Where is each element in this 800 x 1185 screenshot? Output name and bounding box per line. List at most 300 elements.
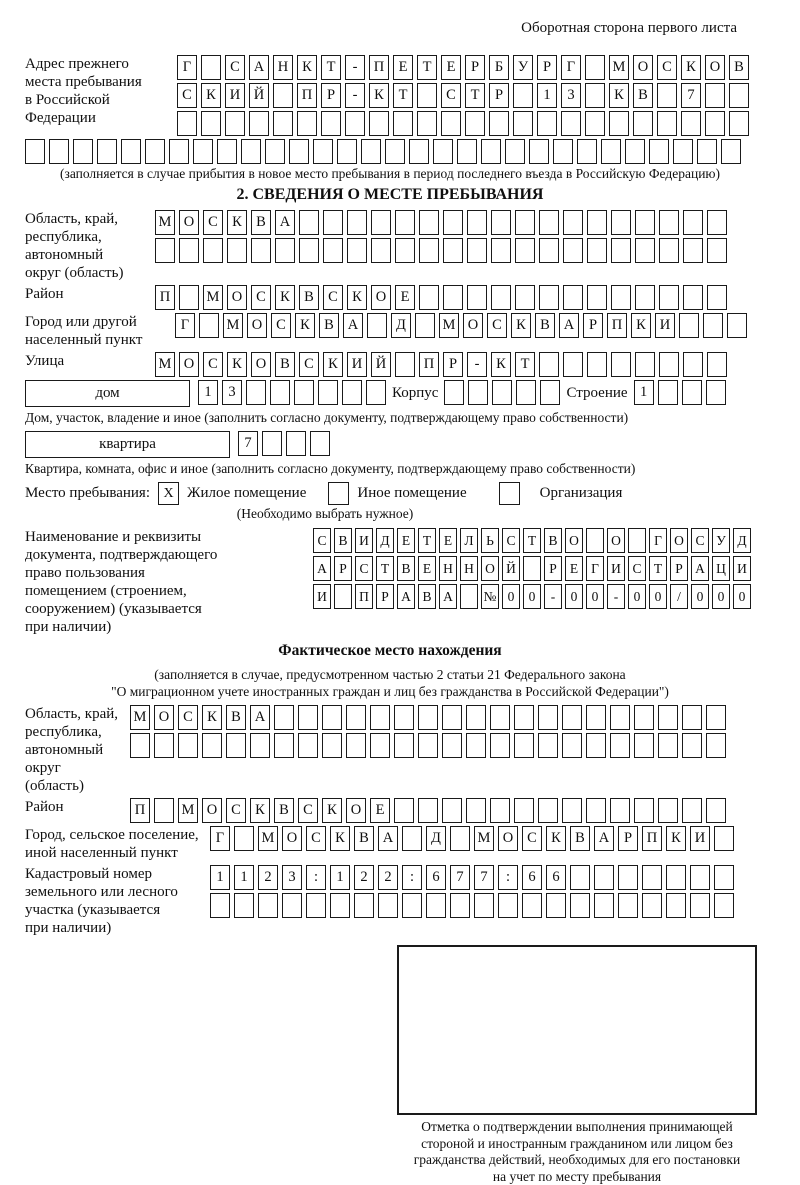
char-box bbox=[273, 111, 293, 136]
char-box: М bbox=[439, 313, 459, 338]
char-box bbox=[642, 865, 662, 890]
char-box bbox=[489, 111, 509, 136]
char-box bbox=[394, 798, 414, 823]
char-box bbox=[577, 139, 597, 164]
char-box bbox=[274, 733, 294, 758]
prev-address-row-3 bbox=[177, 111, 749, 136]
cadastral-row-1 bbox=[210, 865, 734, 890]
char-box bbox=[443, 210, 463, 235]
char-box bbox=[442, 798, 462, 823]
char-box: Р bbox=[376, 584, 394, 609]
char-box: 1 bbox=[634, 380, 654, 405]
char-box: С bbox=[203, 352, 223, 377]
char-box bbox=[419, 238, 439, 263]
char-box bbox=[585, 55, 605, 80]
char-box bbox=[460, 584, 478, 609]
stay-type-option-residential: Жилое помещение bbox=[187, 485, 307, 501]
char-box: О bbox=[251, 352, 271, 377]
char-box bbox=[369, 111, 389, 136]
char-box: А bbox=[313, 556, 331, 581]
char-box: Р bbox=[670, 556, 688, 581]
char-box bbox=[682, 380, 702, 405]
char-box: М bbox=[258, 826, 278, 851]
actual-region-label: Область, край, республика, автономный округ (область) bbox=[25, 706, 119, 794]
char-box bbox=[323, 238, 343, 263]
char-box: В bbox=[319, 313, 339, 338]
char-box bbox=[474, 893, 494, 918]
char-box bbox=[121, 139, 141, 164]
char-box bbox=[366, 380, 386, 405]
char-box: Е bbox=[397, 528, 415, 553]
char-box bbox=[282, 893, 302, 918]
char-box: А bbox=[691, 556, 709, 581]
house-number-row bbox=[198, 380, 386, 405]
char-box: Ц bbox=[712, 556, 730, 581]
char-box bbox=[249, 111, 269, 136]
char-box bbox=[465, 111, 485, 136]
char-box bbox=[586, 798, 606, 823]
char-box bbox=[409, 139, 429, 164]
prev-address-note: (заполняется в случае прибытия в новое место пребывания в период последнего въезда в Российскую Федерацию) bbox=[59, 166, 721, 181]
char-box bbox=[274, 705, 294, 730]
char-box bbox=[179, 285, 199, 310]
region-label: Область, край, республика, автономный округ (область) bbox=[25, 211, 124, 281]
char-box bbox=[587, 352, 607, 377]
char-box: А bbox=[250, 705, 270, 730]
char-box: К bbox=[201, 83, 221, 108]
prev-address-row-1 bbox=[177, 55, 749, 80]
char-box: М bbox=[130, 705, 150, 730]
actual-city-block bbox=[25, 826, 755, 862]
char-box: В bbox=[544, 528, 562, 553]
char-box bbox=[529, 139, 549, 164]
char-box: Р bbox=[489, 83, 509, 108]
char-box: О bbox=[463, 313, 483, 338]
title-document-block bbox=[25, 528, 755, 636]
char-box bbox=[729, 83, 749, 108]
char-box: С bbox=[306, 826, 326, 851]
char-box bbox=[265, 139, 285, 164]
char-box: Р bbox=[544, 556, 562, 581]
street-label: Улица bbox=[25, 353, 65, 369]
char-box: Р bbox=[537, 55, 557, 80]
char-box: 7 bbox=[238, 431, 258, 456]
char-box: О bbox=[633, 55, 653, 80]
actual-region-row-2 bbox=[130, 733, 726, 758]
char-box bbox=[234, 826, 254, 851]
stay-type-checkbox-other bbox=[328, 482, 349, 505]
char-box bbox=[337, 139, 357, 164]
char-box bbox=[203, 238, 223, 263]
char-box: П bbox=[642, 826, 662, 851]
city-block bbox=[25, 313, 755, 349]
char-box bbox=[618, 893, 638, 918]
char-box bbox=[481, 139, 501, 164]
district-block bbox=[25, 285, 755, 310]
char-box: Р bbox=[443, 352, 463, 377]
char-box bbox=[682, 798, 702, 823]
char-box: И bbox=[347, 352, 367, 377]
char-box: : bbox=[498, 865, 518, 890]
char-box bbox=[618, 865, 638, 890]
char-box bbox=[515, 210, 535, 235]
char-box bbox=[371, 210, 391, 235]
char-box bbox=[467, 210, 487, 235]
char-box bbox=[707, 285, 727, 310]
char-box bbox=[611, 352, 631, 377]
char-box: Т bbox=[523, 528, 541, 553]
char-box: 1 bbox=[330, 865, 350, 890]
char-box bbox=[561, 111, 581, 136]
char-box: 2 bbox=[354, 865, 374, 890]
char-box: С bbox=[441, 83, 461, 108]
char-box bbox=[657, 111, 677, 136]
char-box bbox=[491, 210, 511, 235]
stay-type-option-other: Иное помещение bbox=[357, 485, 467, 501]
char-box: 2 bbox=[378, 865, 398, 890]
char-box bbox=[642, 893, 662, 918]
char-box: 1 bbox=[198, 380, 218, 405]
street-row bbox=[155, 352, 727, 377]
char-box bbox=[466, 705, 486, 730]
cadastral-label: Кадастровый номер земельного или лесного участка (указывается при наличии) bbox=[25, 866, 178, 936]
char-box: М bbox=[223, 313, 243, 338]
char-box: 0 bbox=[628, 584, 646, 609]
char-box bbox=[707, 210, 727, 235]
char-box bbox=[342, 380, 362, 405]
char-box bbox=[515, 285, 535, 310]
char-box bbox=[346, 705, 366, 730]
char-box bbox=[490, 798, 510, 823]
char-box bbox=[649, 139, 669, 164]
char-box bbox=[659, 352, 679, 377]
char-box bbox=[155, 238, 175, 263]
char-box: В bbox=[334, 528, 352, 553]
char-box bbox=[538, 733, 558, 758]
char-box: А bbox=[559, 313, 579, 338]
char-box bbox=[514, 798, 534, 823]
char-box: Н bbox=[439, 556, 457, 581]
char-box bbox=[706, 733, 726, 758]
char-box: Е bbox=[395, 285, 415, 310]
char-box: Г bbox=[210, 826, 230, 851]
char-box bbox=[682, 733, 702, 758]
confirmation-stamp-caption: Отметка о подтверждении выполнения принимающей стороной и иностранным гражданином или лицом без гражданства действий, необходимых для его постановки на учет по месту пребывания bbox=[413, 1119, 741, 1184]
char-box bbox=[514, 733, 534, 758]
char-box bbox=[658, 798, 678, 823]
char-box bbox=[250, 733, 270, 758]
char-box bbox=[706, 705, 726, 730]
char-box bbox=[450, 893, 470, 918]
char-box: О bbox=[371, 285, 391, 310]
char-box bbox=[683, 285, 703, 310]
char-box bbox=[707, 238, 727, 263]
char-box: К bbox=[202, 705, 222, 730]
char-box bbox=[298, 705, 318, 730]
char-box bbox=[371, 238, 391, 263]
char-box bbox=[130, 733, 150, 758]
char-box: К bbox=[227, 352, 247, 377]
char-box: С bbox=[691, 528, 709, 553]
title-document-row-2 bbox=[313, 556, 751, 581]
char-box: К bbox=[609, 83, 629, 108]
char-box bbox=[635, 285, 655, 310]
char-box bbox=[490, 705, 510, 730]
char-box bbox=[346, 733, 366, 758]
char-box bbox=[513, 111, 533, 136]
char-box bbox=[361, 139, 381, 164]
char-box bbox=[539, 210, 559, 235]
char-box: П bbox=[355, 584, 373, 609]
char-box: К bbox=[323, 352, 343, 377]
char-box: М bbox=[178, 798, 198, 823]
char-box bbox=[562, 798, 582, 823]
stay-type-option-organization: Организация bbox=[539, 485, 623, 501]
char-box bbox=[634, 733, 654, 758]
char-box bbox=[286, 431, 306, 456]
char-box: У bbox=[712, 528, 730, 553]
char-box bbox=[289, 139, 309, 164]
korpus-row bbox=[444, 380, 560, 405]
char-box: / bbox=[670, 584, 688, 609]
char-box: К bbox=[631, 313, 651, 338]
char-box bbox=[658, 705, 678, 730]
char-box: С bbox=[178, 705, 198, 730]
district-label: Район bbox=[25, 286, 64, 302]
char-box: В bbox=[274, 798, 294, 823]
char-box bbox=[251, 238, 271, 263]
char-box bbox=[539, 352, 559, 377]
char-box: О bbox=[247, 313, 267, 338]
char-box: Т bbox=[515, 352, 535, 377]
char-box bbox=[516, 380, 536, 405]
char-box: 0 bbox=[502, 584, 520, 609]
char-box bbox=[539, 285, 559, 310]
house-block bbox=[25, 380, 755, 407]
stay-type-checkbox-residential: X bbox=[158, 482, 179, 505]
char-box: 7 bbox=[450, 865, 470, 890]
char-box bbox=[697, 139, 717, 164]
char-box bbox=[587, 285, 607, 310]
char-box: Т bbox=[465, 83, 485, 108]
char-box: Р bbox=[465, 55, 485, 80]
char-box bbox=[442, 733, 462, 758]
char-box: В bbox=[397, 556, 415, 581]
char-box: П bbox=[419, 352, 439, 377]
char-box bbox=[679, 313, 699, 338]
char-box bbox=[492, 380, 512, 405]
char-box bbox=[394, 733, 414, 758]
char-box bbox=[563, 210, 583, 235]
char-box: Д bbox=[733, 528, 751, 553]
char-box bbox=[659, 285, 679, 310]
char-box: К bbox=[681, 55, 701, 80]
char-box bbox=[154, 798, 174, 823]
char-box bbox=[433, 139, 453, 164]
char-box: А bbox=[439, 584, 457, 609]
char-box: Р bbox=[334, 556, 352, 581]
char-box: О bbox=[282, 826, 302, 851]
char-box bbox=[611, 210, 631, 235]
char-box bbox=[345, 111, 365, 136]
char-box: В bbox=[570, 826, 590, 851]
char-box bbox=[457, 139, 477, 164]
prev-address-block bbox=[25, 55, 755, 136]
char-box bbox=[378, 893, 398, 918]
char-box bbox=[450, 826, 470, 851]
char-box bbox=[682, 705, 702, 730]
char-box bbox=[714, 826, 734, 851]
char-box: Г bbox=[175, 313, 195, 338]
char-box bbox=[585, 111, 605, 136]
char-box: И bbox=[607, 556, 625, 581]
char-box bbox=[241, 139, 261, 164]
city-label: Город или другой населенный пункт bbox=[25, 314, 143, 348]
char-box: Т bbox=[393, 83, 413, 108]
char-box: С bbox=[522, 826, 542, 851]
char-box: В bbox=[729, 55, 749, 80]
char-box bbox=[634, 705, 654, 730]
korpus-label: Корпус bbox=[392, 385, 439, 401]
region-row-1 bbox=[155, 210, 727, 235]
char-box bbox=[467, 238, 487, 263]
char-box bbox=[154, 733, 174, 758]
char-box bbox=[587, 238, 607, 263]
char-box: - bbox=[345, 55, 365, 80]
region-block bbox=[25, 210, 755, 282]
char-box bbox=[570, 865, 590, 890]
apartment-block bbox=[25, 431, 755, 458]
char-box bbox=[586, 705, 606, 730]
apartment-fieldbox: квартира bbox=[25, 431, 230, 458]
char-box bbox=[587, 210, 607, 235]
char-box bbox=[321, 111, 341, 136]
char-box: 3 bbox=[561, 83, 581, 108]
char-box bbox=[666, 893, 686, 918]
char-box: О bbox=[179, 210, 199, 235]
char-box bbox=[563, 238, 583, 263]
char-box: О bbox=[498, 826, 518, 851]
char-box bbox=[201, 55, 221, 80]
char-box: И bbox=[733, 556, 751, 581]
char-box bbox=[441, 111, 461, 136]
char-box: О bbox=[481, 556, 499, 581]
actual-location-title: Фактическое место нахождения bbox=[278, 642, 502, 659]
actual-district-label: Район bbox=[25, 799, 64, 815]
char-box: С bbox=[657, 55, 677, 80]
char-box bbox=[666, 865, 686, 890]
char-box bbox=[426, 893, 446, 918]
char-box: Г bbox=[586, 556, 604, 581]
char-box bbox=[395, 352, 415, 377]
char-box bbox=[313, 139, 333, 164]
char-box: - bbox=[544, 584, 562, 609]
char-box: Т bbox=[418, 528, 436, 553]
char-box bbox=[553, 139, 573, 164]
char-box: О bbox=[227, 285, 247, 310]
char-box bbox=[539, 238, 559, 263]
char-box: № bbox=[481, 584, 499, 609]
char-box: Е bbox=[441, 55, 461, 80]
stay-type-checkbox-organization bbox=[499, 482, 520, 505]
char-box bbox=[466, 798, 486, 823]
char-box bbox=[201, 111, 221, 136]
char-box bbox=[515, 238, 535, 263]
char-box: С bbox=[298, 798, 318, 823]
char-box bbox=[415, 313, 435, 338]
char-box bbox=[658, 733, 678, 758]
char-box: 3 bbox=[282, 865, 302, 890]
char-box bbox=[442, 705, 462, 730]
char-box bbox=[635, 238, 655, 263]
char-box bbox=[402, 826, 422, 851]
char-box bbox=[177, 111, 197, 136]
char-box bbox=[347, 238, 367, 263]
char-box bbox=[468, 380, 488, 405]
char-box: К bbox=[250, 798, 270, 823]
char-box bbox=[370, 733, 390, 758]
region-row-2 bbox=[155, 238, 727, 263]
char-box bbox=[538, 705, 558, 730]
title-document-label: Наименование и реквизиты документа, подтверждающего право пользования помещением (строением, сооружением) (указывается при наличии) bbox=[25, 529, 218, 635]
char-box bbox=[585, 83, 605, 108]
char-box bbox=[193, 139, 213, 164]
char-box bbox=[610, 733, 630, 758]
char-box: Н bbox=[460, 556, 478, 581]
char-box: Р bbox=[618, 826, 638, 851]
char-box bbox=[169, 139, 189, 164]
char-box bbox=[562, 733, 582, 758]
char-box: - bbox=[607, 584, 625, 609]
stay-type-block bbox=[25, 482, 755, 505]
char-box: У bbox=[513, 55, 533, 80]
char-box bbox=[179, 238, 199, 263]
char-box: П bbox=[130, 798, 150, 823]
char-box bbox=[234, 893, 254, 918]
confirmation-stamp-box bbox=[397, 945, 757, 1115]
char-box: 3 bbox=[222, 380, 242, 405]
char-box: Р bbox=[321, 83, 341, 108]
char-box bbox=[323, 210, 343, 235]
char-box: В bbox=[535, 313, 555, 338]
char-box: В bbox=[633, 83, 653, 108]
char-box: П bbox=[369, 55, 389, 80]
char-box bbox=[658, 380, 678, 405]
char-box bbox=[370, 705, 390, 730]
char-box: 1 bbox=[234, 865, 254, 890]
char-box: М bbox=[155, 352, 175, 377]
prev-address-row-4 bbox=[25, 139, 755, 164]
char-box bbox=[633, 111, 653, 136]
char-box bbox=[681, 111, 701, 136]
char-box: А bbox=[343, 313, 363, 338]
char-box: - bbox=[467, 352, 487, 377]
char-box: И bbox=[655, 313, 675, 338]
char-box bbox=[306, 893, 326, 918]
char-box: И bbox=[225, 83, 245, 108]
char-box bbox=[635, 352, 655, 377]
char-box bbox=[217, 139, 237, 164]
stay-type-note: (Необходимо выбрать нужное) bbox=[236, 506, 414, 521]
char-box: : bbox=[402, 865, 422, 890]
actual-region-row-1 bbox=[130, 705, 726, 730]
char-box: 6 bbox=[522, 865, 542, 890]
char-box bbox=[417, 83, 437, 108]
char-box: С bbox=[226, 798, 246, 823]
char-box bbox=[523, 556, 541, 581]
title-document-row-3 bbox=[313, 584, 751, 609]
actual-district-row bbox=[130, 798, 726, 823]
